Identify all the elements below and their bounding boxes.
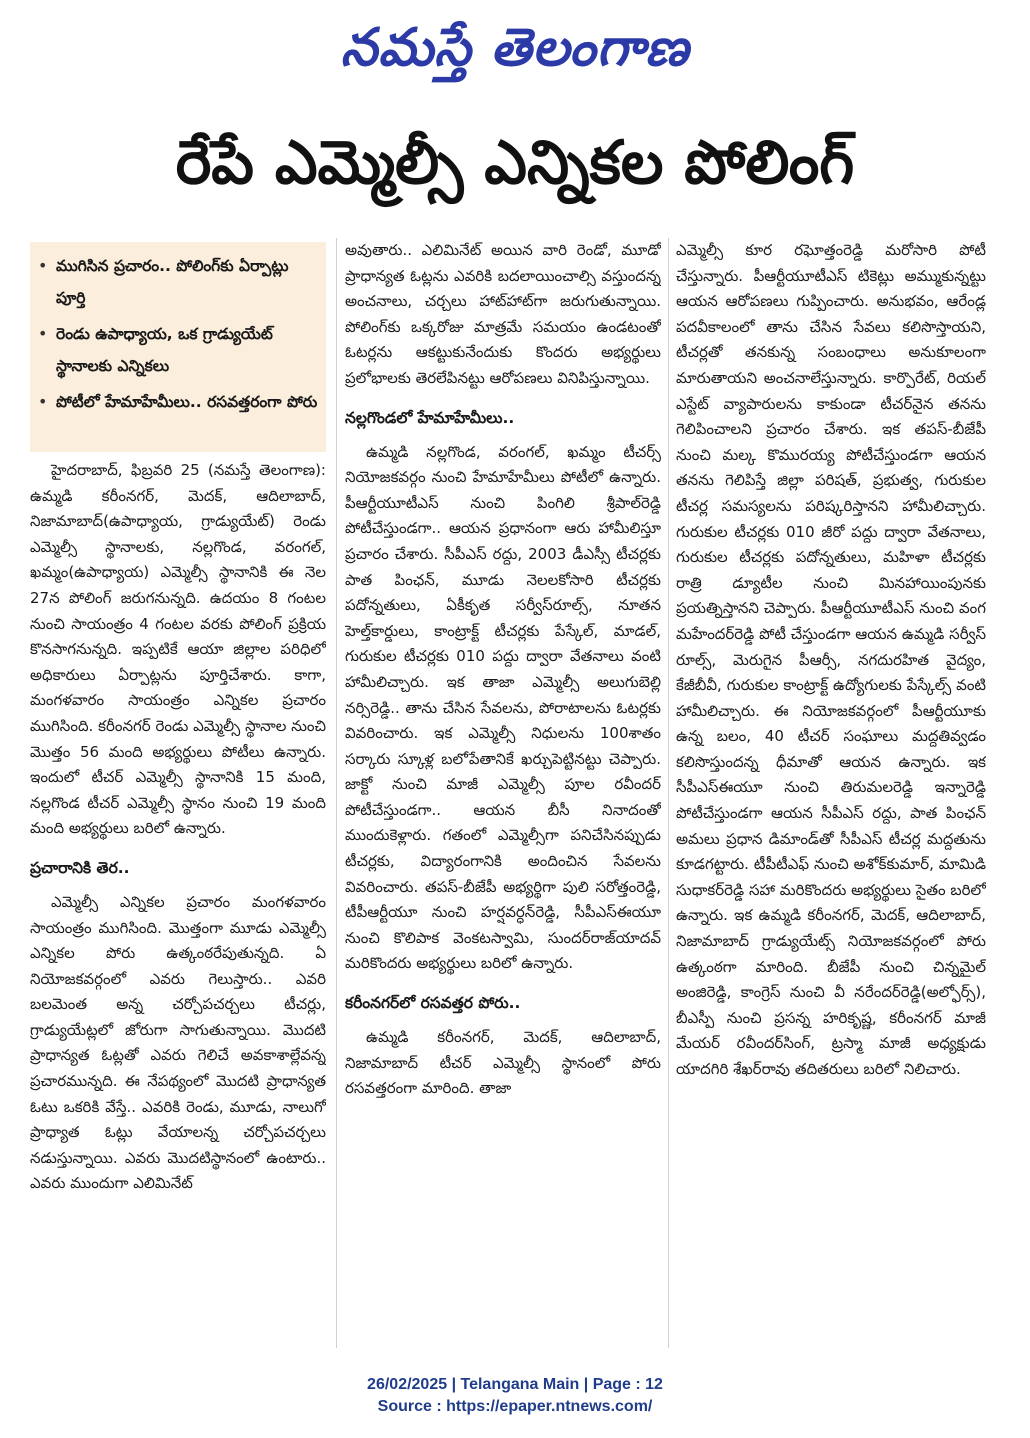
article-column-3	[676, 238, 986, 1348]
article-column-2	[345, 238, 661, 1348]
bullet-icon: •	[38, 256, 48, 275]
article-paragraph: ఉమ్మడి కరీంనగర్, మెదక్, ఆదిలాబాద్, నిజామాబాద్ టీచర్ ఎమ్మెల్సీ స్థానంలో పోరు రసవత్తరంగా మారింది. తాజా	[345, 1028, 661, 1098]
column-divider	[668, 238, 669, 1348]
highlight-text: రెండు ఉపాధ్యాయ, ఒక గ్రాడ్యుయేట్ స్థానాలకు ఎన్నికలు	[56, 325, 273, 375]
headline: రేపే ఎమ్మెల్సీ ఎన్నికల పోలింగ్	[175, 128, 855, 198]
footer-source-line[interactable]: Source : https://epaper.ntnews.com/	[377, 1398, 653, 1415]
highlights-box	[30, 242, 326, 452]
highlight-item	[38, 386, 320, 418]
article-column-1	[30, 458, 326, 1348]
highlight-text: ముగిసిన ప్రచారం.. పోలింగ్‌కు ఏర్పాట్లు పూర్తి	[56, 257, 289, 307]
article-paragraph: ఎమ్మెల్సీ కూర రఘోత్తంరెడ్డి మరోసారి పోటీ చేస్తున్నారు. పీఆర్టీయూటీఎస్ టికెట్లు అమ్ముకున్నట్టు ఆయన ఆరోపణలు గుప్పించారు. అనుభవం, ఆరేండ్ల పదవీకాలంలో తాను చేసిన సేవలు కలిసొస్తాయని, టీచర్లతో తనకున్న సంబంధాలు అనుకూలంగా మారుతాయని అంచనాలేస్తున్నారు. కార్పొరేట్, రియల్ ఎస్టేట్ వ్యాపారులను కాకుండా టీచర్‌నైన తనను గెలిపించాలని ప్రచారం చేశారు. ఇక తపస్-బీజేపీ నుంచి మల్క కొమురయ్య పోటీచేస్తుండగా ఆయన తనను గెలిపిస్తే జిల్లా పరిషత్, ప్రభుత్వ, గురుకుల టీచర్ల సమస్యలను పరిష్కరిస్తానని హామీలిచ్చారు. గురుకుల టీచర్లకు 010 జీరో పద్దు ద్వారా వేతనాలు, గురుకుల టీచర్లకు పదోన్నతులు, మహిళా టీచర్లకు రాత్రి డ్యూటీల నుంచి మినహాయింపునకు ప్రయత్నిస్తానని చెప్పారు. పీఆర్టీయూటీఎస్ నుంచి వంగ మహేందర్‌రెడ్డి పోటీ చేస్తుండగా ఆయన ఉమ్మడి సర్వీస్ రూల్స్, మెరుగైన పీఆర్సీ, నగదురహిత వైద్యం, కేజీబీవీ, గురుకుల కాంట్రాక్ట్ ఉద్యోగులకు పేస్కేల్స్ వంటి హామీలిచ్చారు. ఈ నియోజకవర్గంలో పీఆర్టీయూకు ఉన్న బలం, 40 టీచర్ సంఘాలు మద్దతివ్వడం కలిసొస్తుందన్న ధీమాతో ఆయన ఉన్నారు. ఇక సీపీఎస్‌ఈయూ నుంచి తిరుమలరెడ్డి ఇన్నారెడ్డి పోటీచేస్తుండగా ఆయన సీపీఎస్ రద్దు, పాత పింఛన్ అమలు ప్రధాన డిమాండ్‌తో సీపీఎస్ టీచర్ల మద్దతును కూడగట్టారు. టీపీటీఎఫ్ నుంచి అశోక్‌కుమార్, మామిడి సుధాకర్‌రెడ్డి సహా మరికొందరు అభ్యర్థులు సైతం బరిలో ఉన్నారు. ఇక ఉమ్మడి కరీంనగర్, మెదక్, ఆదిలాబాద్, నిజామాబాద్ గ్రాడ్యుయేట్స్ నియోజకవర్గంలో పోరు ఉత్కంఠగా మారింది. బీజేపీ నుంచి చిన్నమైల్ అంజిరెడ్డి, కాంగ్రెస్ నుంచి వీ నరేందర్‌రెడ్డి(అల్ఫోర్స్), బీఎస్పీ నుంచి ప్రసన్న హరికృష్ణ, కరీంనగర్ మాజీ మేయర్ రవీందర్‌సింగ్, ట్రస్మా మాజీ అధ్యక్షుడు యాదగిరి శేఖర్‌రావు తదితరులు బరిలో నిలిచారు.	[676, 241, 986, 1078]
article-paragraph: హైదరాబాద్, ఫిబ్రవరి 25 (నమస్తే తెలంగాణ): ఉమ్మడి కరీంనగర్, మెదక్, ఆదిలాబాద్, నిజామాబాద్(ఉపాధ్యాయ, గ్రాడ్యుయేట్) రెండు ఎమ్మెల్సీ స్థానాలకు, నల్లగొండ, వరంగల్, ఖమ్మం(ఉపాధ్యాయ) ఎమ్మెల్సీ స్థానానికి ఈ నెల 27న పోలింగ్ జరుగనున్నది. ఉదయం 8 గంటల నుంచి సాయంత్రం 4 గంటల వరకు పోలింగ్ ప్రక్రియ కొనసాగనున్నది. ఇప్పటికే ఆయా జిల్లాల పరిధిలో అధికారులు ఏర్పాట్లను పూర్తిచేశారు. కాగా, మంగళవారం సాయంత్రం ఎన్నికల ప్రచారం ముగిసింది. కరీంనగర్ రెండు ఎమ్మెల్సీ స్థానాల నుంచి మొత్తం 56 మంది అభ్యర్థులు పోటీలు ఉన్నారు. ఇందులో టీచర్ ఎమ్మెల్సీ స్థానానికి 15 మంది, నల్లగొండ టీచర్ ఎమ్మెల్సీ స్థానం నుంచి 19 మంది మంది అభ్యర్థులు బరిలో ఉన్నారు.	[30, 461, 326, 838]
bullet-icon: •	[38, 392, 48, 411]
article-subhead: నల్లగొండలో హేమాహేమీలు..	[345, 408, 515, 427]
highlight-item	[38, 250, 320, 314]
article-paragraph: అవుతారు.. ఎలిమినేట్ అయిన వారి రెండో, మూడో ప్రాధాన్యత ఓట్లను ఎవరికి బదలాయించాల్సి వస్తుందన్న అంచనాలు, చర్చలు హాట్‌హాట్‌గా జరుగుతున్నాయి. పోలింగ్‌కు ఒక్కరోజు మాత్రమే సమయం ఉండటంతో ఓటర్లను ఆకట్టుకునేందుకు కొందరు అభ్యర్థులు ప్రలోభాలకు తెరలేపినట్టు ఆరోపణలు వినిపిస్తున్నాయి.	[345, 241, 661, 387]
masthead	[0, 8, 1030, 98]
bullet-icon: •	[38, 324, 48, 343]
article-paragraph: ఎమ్మెల్సీ ఎన్నికల ప్రచారం మంగళవారం సాయంత్రం ముగిసింది. మొత్తంగా మూడు ఎమ్మెల్సీ ఎన్నికల పోరు ఉత్కంఠరేపుతున్నది. ఏ నియోజకవర్గంలో ఎవరు గెలుస్తారు.. ఎవరి బలమెంత అన్న చర్చోపచర్చలు టీచర్లు, గ్రాడ్యుయేట్లలో జోరుగా సాగుతున్నాయి. మొదటి ప్రాధాన్యత ఓట్లతో ఎవరు గెలిచే అవకాశాల్లేవన్న ప్రచారమున్నది. ఈ నేపథ్యంలో మొదటి ప్రాధాన్యత ఓటు ఒకరికి వేస్తే.. ఎవరికి రెండు, మూడు, నాలుగో ప్రాధ్యాత ఓట్లు వేయాలన్న చర్చోపచర్చలు నడుస్తున్నాయి. ఎవరు మొదటిస్థానంలో ఉంటారు.. ఎవరు ముందుగా ఎలిమినేట్	[30, 892, 326, 1193]
highlight-item	[38, 318, 320, 382]
highlight-text: పోటీలో హేమాహేమీలు.. రసవత్తరంగా పోరు	[56, 393, 318, 411]
column-divider	[336, 238, 337, 1348]
masthead-logo: నమస్తే తెలంగాణ	[340, 18, 690, 78]
article-subhead: ప్రచారానికి తెర..	[30, 858, 130, 877]
article-subhead: కరీంనగర్‌లో రసవత్తర పోరు..	[345, 994, 521, 1013]
footer-date-line: 26/02/2025 | Telangana Main | Page : 12	[367, 1376, 663, 1393]
article-paragraph: ఉమ్మడి నల్లగొండ, వరంగల్, ఖమ్మం టీచర్స్ నియోజకవర్గం నుంచి హేమాహేమీలు పోటీలో ఉన్నారు. పీఆర్టీయూటీఎస్ నుంచి పింగిలి శ్రీపాల్‌రెడ్డి పోటీచేస్తుండగా.. ఆయన ప్రధానంగా ఆరు హామీలిస్తూ ప్రచారం చేశారు. సీపీఎస్ రద్దు, 2003 డీఎస్సీ టీచర్లకు పాత పింఛన్, మూడు నెలలకోసారి టీచర్లకు పదోన్నతులు, ఏకీకృత సర్వీస్‌రూల్స్, నూతన హెల్త్‌కార్డులు, కాంట్రాక్ట్ టీచర్లకు పేస్కేల్, మాడల్, గురుకుల టీచర్లకు 010 పద్దు ద్వారా వేతనాలు వంటి హామీలిచ్చారు. ఇక తాజా ఎమ్మెల్సీ అలుగుబెల్లి నర్సిరెడ్డి.. తాను చేసిన సేవలను, పోరాటాలను ఓటర్లకు వివరించారు. ఇక ఎమ్మెల్సీ నిధులను 100శాతం సర్కారు స్కూళ్ల బలోపేతానికే ఖర్చుపెట్టినట్టు చెప్పారు. జాక్టో నుంచి మాజీ ఎమ్మెల్సీ పూల రవీందర్ పోటీచేస్తుండగా.. ఆయన బీసీ నినాదంతో ముందుకెళ్లారు. గతంలో ఎమ్మెల్సీగా పనిచేసినప్పుడు టీచర్లకు, విద్యారంగానికి అందించిన సేవలను వివరించారు. తపస్-బీజేపీ అభ్యర్థిగా పులి సరోత్తంరెడ్డి, టీపీఆర్టీయూ నుంచి హర్షవర్ధన్‌రెడ్డి, సీపీఎస్‌ఈయూ నుంచి కొలిపాక వెంకటస్వామి, సుందర్‌రాజ్‌యాదవ్ మరికొందరు అభ్యర్థులు బరిలో ఉన్నారు.	[345, 442, 661, 973]
